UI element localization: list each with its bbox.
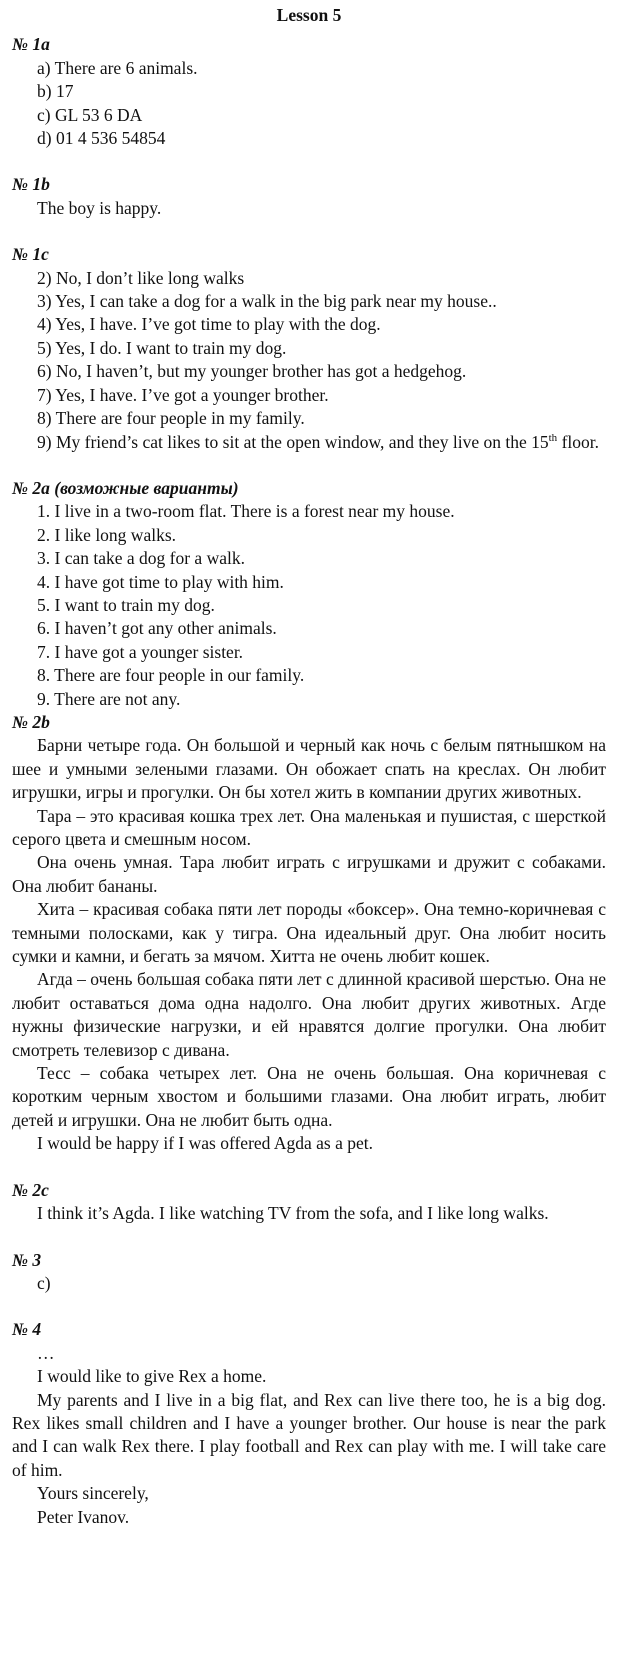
answer-line: Агда – очень большая собака пяти лет с длинной красивой шерстью. Она не любит оставаться дома одна надолго. Она любит других животных. Агде нужны физические нагрузки, и ей нравятся долгие прогулки. Она любит смотреть телевизор с дивана. — [12, 969, 606, 1060]
answer-line: The boy is happy. — [37, 197, 162, 218]
lesson-title: Lesson 5 — [276, 5, 342, 25]
answer-line: 1. I live in a two-room flat. There is a forest near my house. — [37, 501, 455, 522]
answer-line: Тесс – собака четырех лет. Она не очень большая. Она коричневая с коротким черным хвостом и большими глазами. Она любит играть, любит детей и игрушки. Она не любит быть одна. — [12, 1063, 606, 1130]
answer-line: Барни четыре года. Он большой и черный как ночь с белым пятнышком на шее и умными зелеными глазами. Он обожает спать на креслах. Он любит игрушки, игры и прогулки. Он бы хотел жить в компании других животных. — [12, 735, 606, 803]
answer-line: Peter Ivanov. — [37, 1506, 130, 1527]
answer-line: … — [37, 1342, 55, 1363]
answer-line: d) 01 4 536 54854 — [37, 128, 166, 149]
spacer — [12, 1156, 606, 1179]
answer-line: 5) Yes, I do. I want to train my dog. — [37, 337, 287, 358]
answer-line: Хита – красивая собака пяти лет породы «боксер». Она темно-коричневая с темными полосками, как у тигра. Она идеальный друг. Она любит носить сумки и камни, и бегать за мячом. Хитта не очень любит кошек. — [12, 899, 606, 967]
exercise-section — [12, 1179, 606, 1249]
answer-line: 3. I can take a dog for a walk. — [37, 548, 245, 569]
exercise-heading: № 3 — [12, 1249, 42, 1270]
answer-text-end: floor. — [557, 431, 599, 452]
answer-text: 9) My friend’s cat likes to sit at the open window, and they live on the 15 — [37, 431, 549, 452]
answer-line: 7) Yes, I have. I’ve got a younger brother. — [37, 384, 329, 405]
answer-line: 6. I haven’t got any other animals. — [37, 618, 277, 639]
spacer — [12, 454, 606, 477]
answer-line: I would be happy if I was offered Agda as a pet. — [37, 1133, 373, 1154]
answer-line: My parents and I live in a big flat, and Rex can live there too, he is a big dog. Rex likes small children and I have a younger brother. Our house is near the park and I can walk Rex there. I play football and Rex can play with me. I will take care of him. — [12, 1389, 606, 1480]
exercise-heading: № 2a (возможные варианты) — [12, 477, 239, 498]
document-page — [12, 4, 606, 1529]
answer-line: 8) There are four people in my family. — [37, 408, 305, 429]
exercise-section — [12, 173, 606, 243]
answer-line: 4. I have got time to play with him. — [37, 571, 284, 592]
exercise-heading: № 2b — [12, 711, 50, 732]
answer-line: 4) Yes, I have. I’ve got time to play with the dog. — [37, 314, 381, 335]
answer-line: I would like to give Rex a home. — [37, 1366, 267, 1387]
exercise-section — [12, 711, 606, 1179]
exercise-heading: № 1c — [12, 244, 49, 265]
answer-line: Она очень умная. Тара любит играть с игрушками и дружит с собаками. Она любит бананы. — [12, 852, 606, 896]
answer-line: 9. There are not any. — [37, 688, 181, 709]
answer-line: 6) No, I haven’t, but my younger brother has got a hedgehog. — [37, 361, 467, 382]
spacer — [12, 1226, 606, 1249]
answer-line: 3) Yes, I can take a dog for a walk in the big park near my house.. — [37, 291, 497, 312]
exercise-heading: № 2c — [12, 1179, 49, 1200]
exercise-section — [12, 33, 606, 173]
answer-line: 2) No, I don’t like long walks — [37, 267, 245, 288]
answer-line: 5. I want to train my dog. — [37, 594, 215, 615]
exercise-section — [12, 243, 606, 477]
answer-line: 2. I like long walks. — [37, 524, 177, 545]
answer-line: a) There are 6 animals. — [37, 57, 198, 78]
answer-line: 7. I have got a younger sister. — [37, 641, 244, 662]
spacer — [12, 220, 606, 243]
exercise-section — [12, 1318, 606, 1529]
answer-line: c) — [37, 1272, 51, 1293]
answer-line: b) 17 — [37, 81, 74, 102]
exercise-sections — [12, 33, 606, 1529]
answer-line: c) GL 53 6 DA — [37, 104, 143, 125]
answer-line — [12, 431, 606, 454]
spacer — [12, 1295, 606, 1318]
exercise-heading: № 1a — [12, 34, 50, 55]
answer-line: Тара – это красивая кошка трех лет. Она маленькая и пушистая, с шерсткой серого цвета и смешным носом. — [12, 805, 606, 849]
exercise-heading: № 1b — [12, 174, 50, 195]
answer-line: I think it’s Agda. I like watching TV from the sofa, and I like long walks. — [37, 1203, 549, 1224]
spacer — [12, 150, 606, 173]
answer-line: Yours sincerely, — [37, 1483, 149, 1504]
answer-line: 8. There are four people in our family. — [37, 665, 305, 686]
exercise-section — [12, 477, 606, 711]
exercise-heading: № 4 — [12, 1319, 42, 1340]
ordinal-superscript: th — [548, 431, 558, 444]
exercise-section — [12, 1249, 606, 1319]
